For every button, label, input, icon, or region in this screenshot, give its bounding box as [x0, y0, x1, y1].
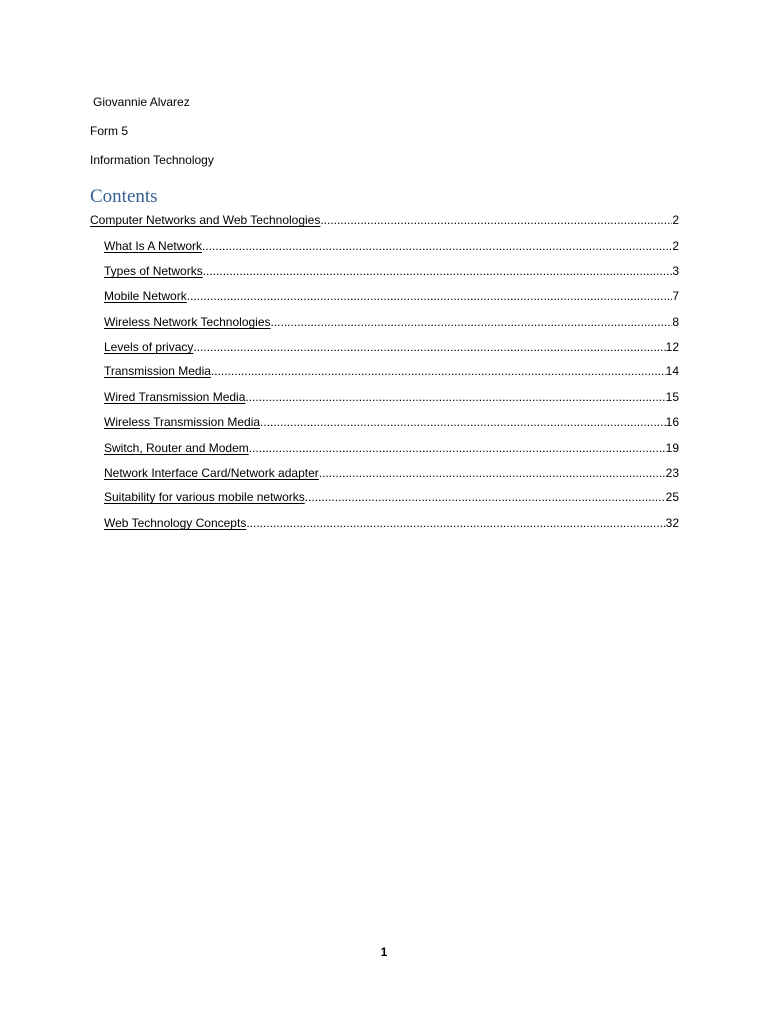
toc-dot-leader [320, 213, 672, 227]
toc-page-number[interactable]: 2 [672, 239, 679, 253]
toc-entry[interactable] [104, 289, 679, 303]
toc-page-number[interactable]: 12 [665, 340, 679, 354]
toc-page-number[interactable]: 32 [665, 516, 679, 530]
toc-dot-leader [211, 364, 666, 378]
toc-entry[interactable] [104, 364, 679, 378]
toc-page-number[interactable]: 3 [672, 264, 679, 278]
toc-entry[interactable] [104, 415, 679, 429]
toc-entry-label[interactable]: Wireless Transmission Media [104, 415, 261, 429]
toc-page-number[interactable]: 8 [672, 315, 679, 329]
toc-entry-label[interactable]: Computer Networks and Web Technologies [90, 213, 321, 227]
toc-entry-label[interactable]: Switch, Router and Modem [104, 441, 249, 455]
toc-entry-label[interactable]: Wireless Network Technologies [104, 315, 271, 329]
toc-dot-leader [246, 516, 665, 530]
toc-entry[interactable] [104, 315, 679, 329]
toc-entry-label[interactable]: What Is A Network [104, 239, 203, 253]
toc-dot-leader [319, 466, 666, 480]
toc-entry[interactable] [104, 390, 679, 404]
toc-entry[interactable] [104, 516, 679, 530]
toc-page-number[interactable]: 25 [665, 490, 679, 504]
toc-entry[interactable] [104, 264, 679, 278]
toc-page-number[interactable]: 16 [665, 415, 679, 429]
toc-entry-label[interactable]: Transmission Media [104, 364, 211, 378]
toc-entry[interactable] [104, 441, 679, 455]
toc-dot-leader [305, 490, 666, 504]
toc-dot-leader [260, 415, 666, 429]
toc-entry-label[interactable]: Mobile Network [104, 289, 187, 303]
toc-entry[interactable] [104, 466, 679, 480]
toc-dot-leader [203, 264, 673, 278]
toc-dot-leader [245, 390, 665, 404]
author-name: Giovannie Alvarez [93, 95, 190, 109]
toc-entry[interactable] [90, 213, 679, 227]
toc-entry-label[interactable]: Network Interface Card/Network adapter [104, 466, 319, 480]
toc-entry-label[interactable]: Wired Transmission Media [104, 390, 246, 404]
toc-entry-label[interactable]: Suitability for various mobile networks [104, 490, 305, 504]
toc-dot-leader [202, 239, 672, 253]
toc-page-number[interactable]: 15 [665, 390, 679, 404]
toc-entry[interactable] [104, 239, 679, 253]
toc-entry[interactable] [104, 340, 679, 354]
toc-entry-label[interactable]: Web Technology Concepts [104, 516, 247, 530]
toc-entry[interactable] [104, 490, 679, 504]
toc-page-number[interactable]: 23 [665, 466, 679, 480]
toc-page-number[interactable]: 19 [665, 441, 679, 455]
form-level: Form 5 [90, 124, 129, 138]
toc-dot-leader [249, 441, 666, 455]
toc-page-number[interactable]: 2 [672, 213, 679, 227]
toc-entry-label[interactable]: Types of Networks [104, 264, 203, 278]
page-number: 1 [380, 945, 388, 959]
toc-page-number[interactable]: 14 [665, 364, 679, 378]
subject-name: Information Technology [90, 153, 214, 167]
toc-dot-leader [271, 315, 673, 329]
toc-title: Contents [90, 186, 158, 207]
toc-page-number[interactable]: 7 [672, 289, 679, 303]
toc-entry-label[interactable]: Levels of privacy [104, 340, 194, 354]
toc-dot-leader [187, 289, 673, 303]
toc-dot-leader [193, 340, 665, 354]
